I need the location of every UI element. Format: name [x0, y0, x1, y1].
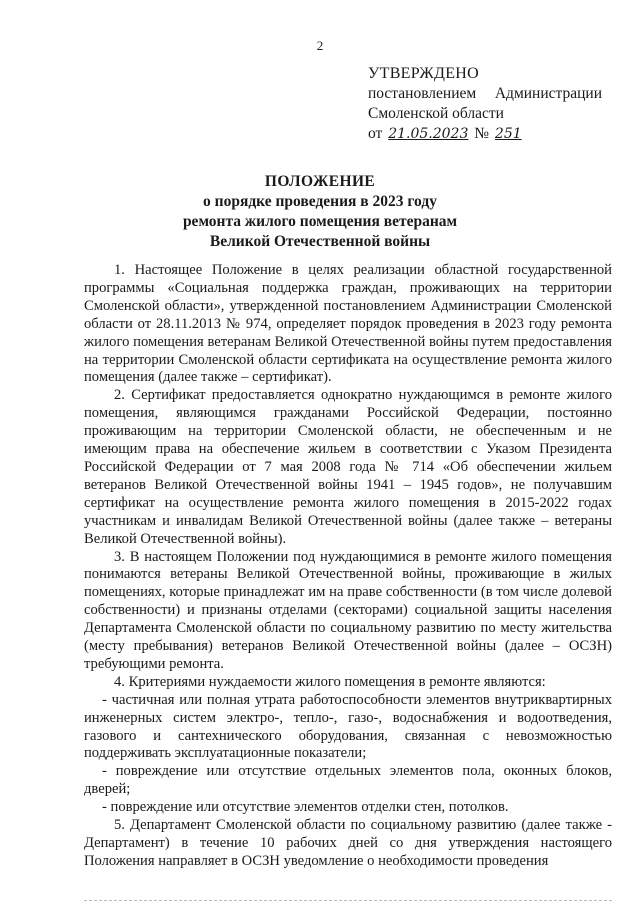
paragraph-4: 4. Критериями нуждаемости жилого помещения в ремонте являются:: [114, 673, 546, 690]
page-number: 2: [316, 38, 324, 53]
title-line-2: о порядке проведения в 2023 году: [203, 193, 437, 210]
criteria-item-1: - частичная или полная утрата работоспособности элементов внутриквартирных инженерных систем электро-, тепло-, газо-, водоснабжения и водоотведения, газового и сантехнического оборудования, связанная с невозможностью поддерживать эксплуатационные показатели;: [84, 691, 612, 762]
paragraph-5: 5. Департамент Смоленской области по социальному развитию (далее также - Департамент) в течение 10 рабочих дней со дня утверждения настоящего Положения направляет в ОСЗН уведомление о необходимости проведения: [84, 817, 612, 869]
title-line-4: Великой Отечественной войны: [209, 233, 431, 250]
approval-number-label: №: [474, 125, 490, 142]
approval-date: 21.05.2023: [388, 126, 469, 142]
title-line-3: ремонта жилого помещения ветеранам: [182, 213, 458, 230]
approval-heading: УТВЕРЖДЕНО: [368, 65, 480, 82]
criteria-item-2: - повреждение или отсутствие отдельных элементов пола, оконных блоков, дверей;: [84, 763, 612, 798]
approval-from-prefix: от: [368, 125, 383, 142]
document-body: [84, 262, 612, 871]
approval-decree-line: [368, 84, 602, 104]
paragraph-2: 2. Сертификат предоставляется однократно нуждающимся в ремонте жилого помещения, являющимся гражданами Российской Федерации, постоянно проживающим на территории Смоленской области, не обеспеченным и не имеющим права на обеспечение жильем в соответствии с Указом Президента Российской Федерации от 7 мая 2008 года № 714 «Об обеспечении жильем ветеранов Великой Отечественной войны 1941 – 1945 годов», не получавшим сертификат на осуществление ремонта жилого помещения в 2015-2022 годах участникам и инвалидам Великой Отечественной войны (далее также – ветераны Великой Отечественной войны).: [84, 387, 612, 547]
document-title: [60, 172, 580, 252]
paragraph-3: 3. В настоящем Положении под нуждающимися в ремонте жилого помещения понимаются ветераны Великой Отечественной войны, проживающие в жилых помещениях, которые принадлежат им на праве собственности (в том числе долевой собственности) и признаны отделами (секторами) социальной защиты населения Департамента Смоленской области по социальному развитию по месту жительства (месту пребывания) ветеранов Великой Отечественной войны (далее – ОСЗН) требующими ремонта.: [84, 548, 612, 672]
approval-region: Смоленской области: [368, 105, 504, 122]
approval-administration-word: Администрации: [494, 85, 602, 102]
approval-number: 251: [494, 126, 522, 142]
title-line-1: ПОЛОЖЕНИЕ: [264, 173, 376, 190]
approval-block: [368, 64, 602, 144]
page-bottom-edge: [84, 900, 612, 901]
criteria-item-3: - повреждение или отсутствие элементов отделки стен, потолков.: [102, 799, 509, 816]
approval-date-line: [368, 124, 602, 144]
approval-decree-word: постановлением: [368, 85, 477, 102]
paragraph-1: 1. Настоящее Положение в целях реализации областной государственной программы «Социальная поддержка граждан, проживающих на территории Смоленской области», утвержденной постановлением Администрации Смоленской области от 28.11.2013 № 974, определяет порядок проведения в 2023 году ремонта жилого помещения ветеранам Великой Отечественной войны путем предоставления на территории Смоленской области сертификата на осуществление ремонта жилого помещения (далее также – сертификат).: [84, 262, 612, 386]
